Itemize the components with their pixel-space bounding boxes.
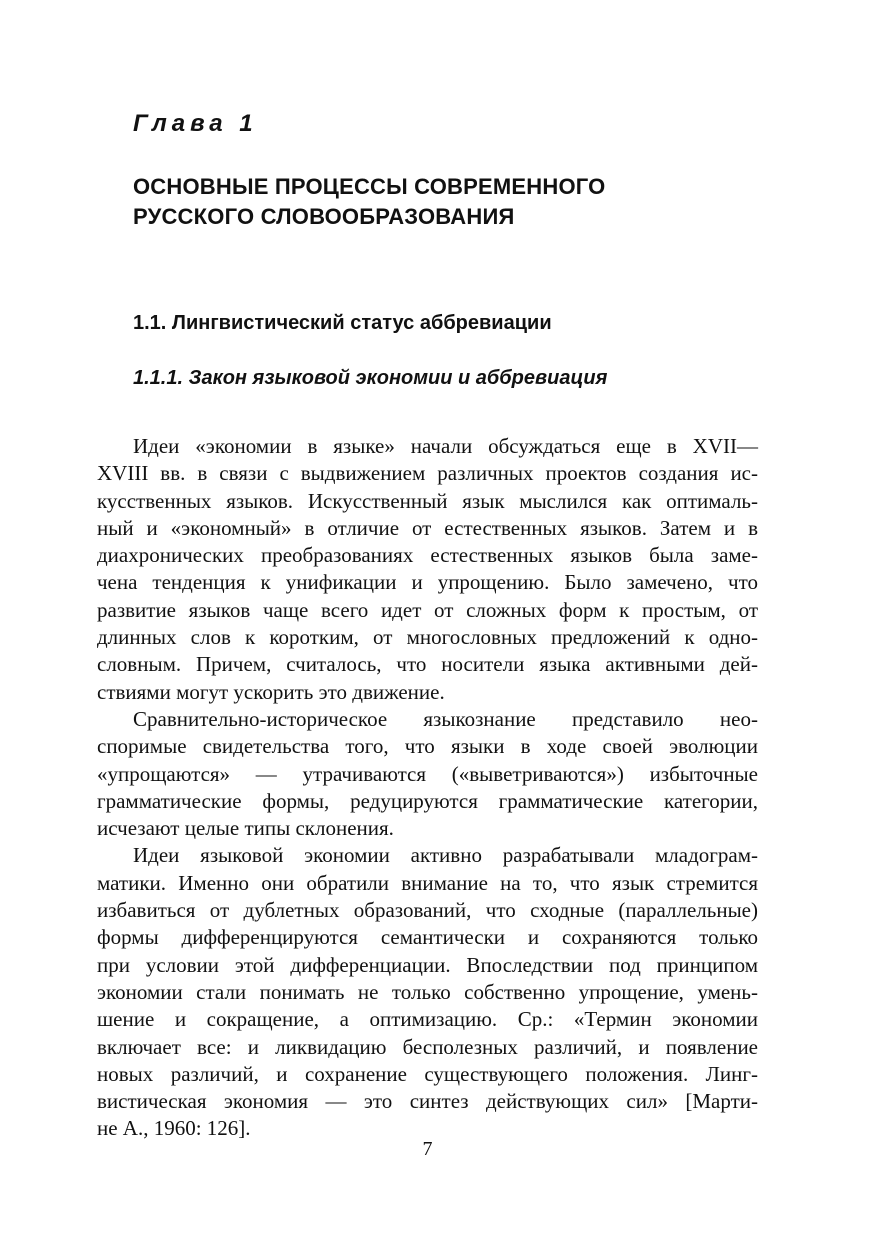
text-line: матики. Именно они обратили внимание на то, что язык стремится xyxy=(97,870,758,895)
paragraph xyxy=(97,842,758,1142)
text-line: ствиями могут ускорить это движение. xyxy=(97,679,445,704)
text-line: «упрощаются» — утрачиваются («выветриваются») избыточные xyxy=(97,761,758,786)
text-line: грамматические формы, редуцируются грамматические категории, xyxy=(97,788,758,813)
text-line: ный и «экономный» в отличие от естественных языков. Затем и в xyxy=(97,515,758,540)
text-line: словным. Причем, считалось, что носители языка активными дей- xyxy=(97,652,758,677)
text-line: экономии стали понимать не только собственно упрощение, умень- xyxy=(97,979,758,1004)
text-line: кусственных языков. Искусственный язык мыслился как оптималь- xyxy=(97,488,758,513)
text-line: диахронических преобразованиях естественных языков была заме- xyxy=(97,543,758,568)
text-line: Сравнительно-историческое языкознание представило нео- xyxy=(133,706,758,731)
text-line: формы дифференцируются семантически и сохраняются только xyxy=(97,925,758,950)
text-line: вистическая экономия — это синтез действующих сил» [Марти- xyxy=(97,1089,758,1114)
text-line: при условии этой дифференциации. Впоследствии под принципом xyxy=(97,952,758,977)
section-heading: 1.1. Лингвистический статус аббревиации xyxy=(133,312,552,334)
chapter-title-line: РУССКОГО СЛОВООБРАЗОВАНИЯ xyxy=(133,204,515,229)
subsection-heading: 1.1.1. Закон языковой экономии и аббревиация xyxy=(133,367,608,389)
text-line: избавиться от дублетных образований, что сходные (параллельные) xyxy=(97,898,758,923)
text-line: новых различий, и сохранение существующего положения. Линг- xyxy=(97,1061,758,1086)
chapter-label: Глава 1 xyxy=(133,110,258,137)
text-line: споримые свидетельства того, что языки в ходе своей эволюции xyxy=(97,734,758,759)
text-line: XVIII вв. в связи с выдвижением различных проектов создания ис- xyxy=(97,461,758,486)
text-line: длинных слов к коротким, от многословных предложений к одно- xyxy=(97,625,758,650)
page-number: 7 xyxy=(422,1138,433,1160)
text-line: чена тенденция к унификации и упрощению. Было замечено, что xyxy=(97,570,758,595)
text-line: не А., 1960: 126]. xyxy=(97,1116,251,1141)
text-line: шение и сокращение, а оптимизацию. Ср.: «Термин экономии xyxy=(97,1007,758,1032)
text-line: Идеи языковой экономии активно разрабатывали младограм- xyxy=(133,843,758,868)
chapter-title xyxy=(133,172,773,232)
text-line: исчезают целые типы склонения. xyxy=(97,816,394,841)
text-line: развитие языков чаще всего идет от сложных форм к простым, от xyxy=(97,597,758,622)
text-line: Идеи «экономии в языке» начали обсуждаться еще в XVII— xyxy=(133,434,758,458)
chapter-title-line: ОСНОВНЫЕ ПРОЦЕССЫ СОВРЕМЕННОГО xyxy=(133,174,606,199)
paragraph xyxy=(97,706,758,842)
body-text xyxy=(97,433,758,1143)
text-line: включает все: и ликвидацию бесполезных различий, и появление xyxy=(97,1034,758,1059)
paragraph xyxy=(97,433,758,706)
